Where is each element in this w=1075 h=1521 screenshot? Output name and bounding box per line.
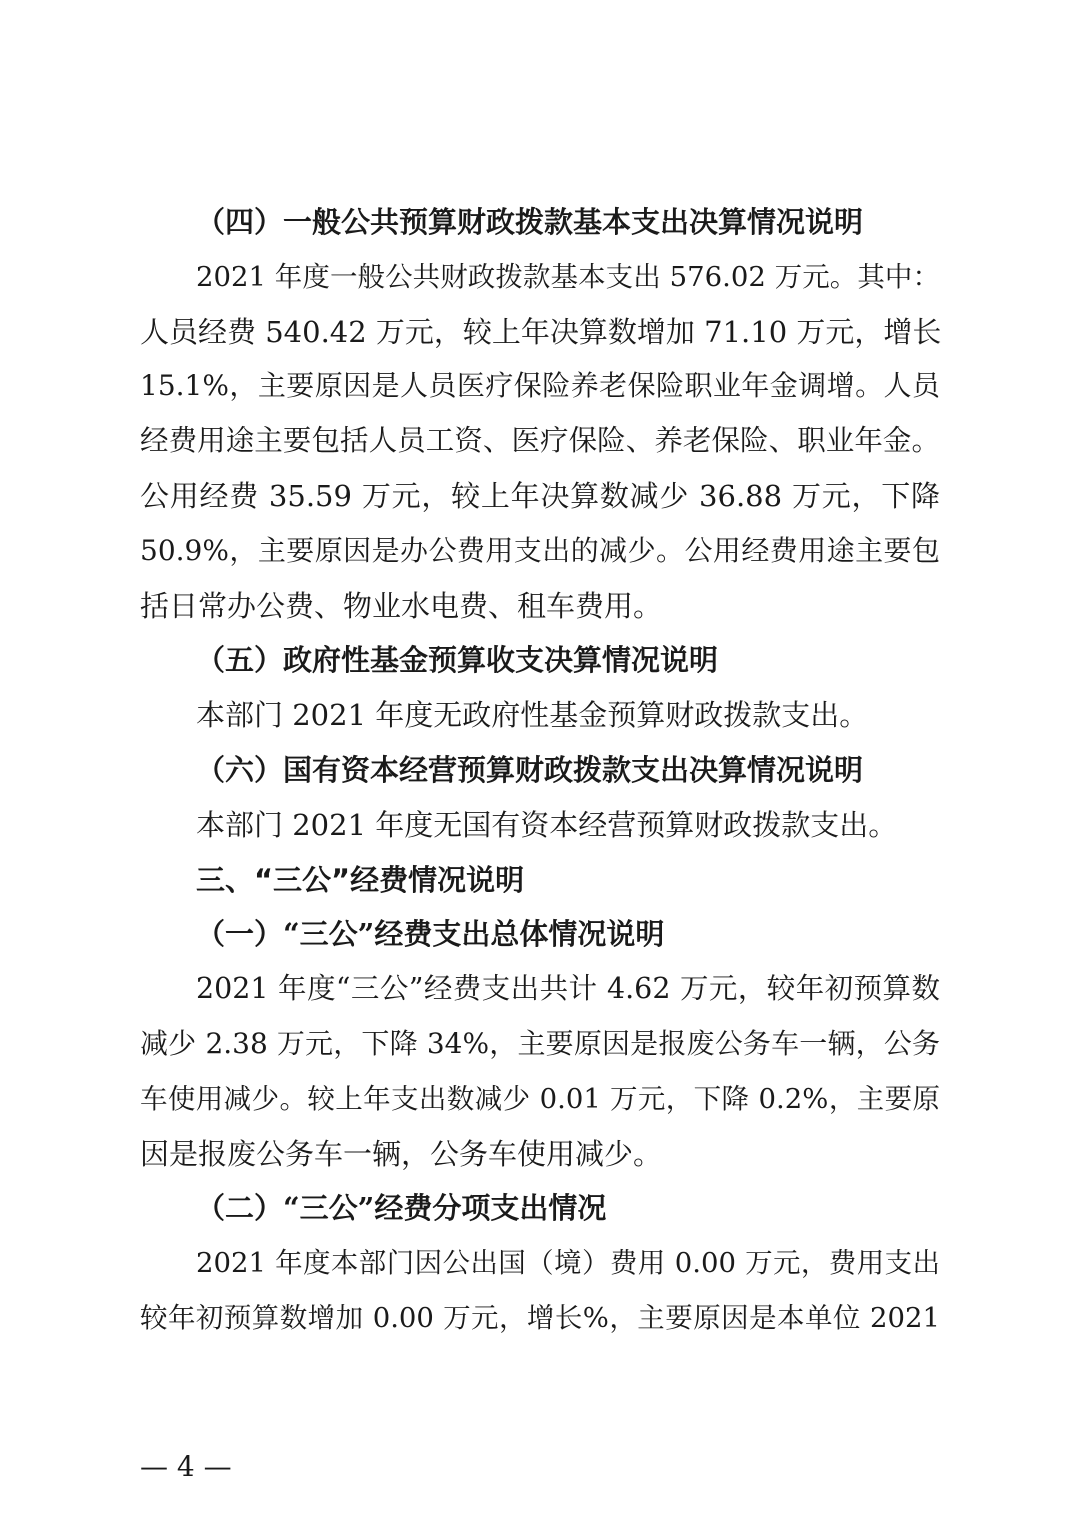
page-number: — 4 — (140, 1450, 232, 1483)
paragraph-line: 2021 年度本部门因公出国（境）费用 0.00 万元，费用支出 (196, 1247, 940, 1280)
subheading-2: （二）“三公”经费分项支出情况 (196, 1191, 607, 1226)
paragraph-line: 因是报废公务车一辆，公务车使用减少。 (140, 1136, 663, 1171)
subheading-4: （四）一般公共预算财政拨款基本支出决算情况说明 (196, 205, 864, 239)
paragraph-line: 括日常办公费、物业水电费、租车费用。 (140, 588, 663, 623)
paragraph-line: 50.9%，主要原因是办公费用支出的减少。公用经费用途主要包 (140, 533, 940, 567)
paragraph-line: 较年初预算数增加 0.00 万元，增长%，主要原因是本单位 2021 (140, 1301, 940, 1334)
subheading-6: （六）国有资本经营预算财政拨款支出决算情况说明 (196, 752, 864, 787)
paragraph-line: 人员经费 540.42 万元，较上年决算数增加 71.10 万元，增长 (140, 314, 942, 349)
paragraph-line: 车使用减少。较上年支出数减少 0.01 万元，下降 0.2%，主要原 (140, 1082, 940, 1115)
paragraph-line: 本部门 2021 年度无国有资本经营预算财政拨款支出。 (196, 807, 898, 842)
paragraph-line: 经费用途主要包括人员工资、医疗保险、养老保险、职业年金。 (140, 424, 940, 458)
subheading-5: （五）政府性基金预算收支决算情况说明 (196, 643, 719, 678)
section-heading-3: 三、“三公”经费情况说明 (196, 862, 525, 897)
subheading-1: （一）“三公”经费支出总体情况说明 (196, 917, 665, 952)
paragraph-line: 15.1%，主要原因是人员医疗保险养老保险职业年金调增。人员 (140, 369, 940, 403)
paragraph-line: 公用经费 35.59 万元，较上年决算数减少 36.88 万元，下降 (140, 478, 940, 513)
paragraph-line: 2021 年度一般公共财政拨款基本支出 576.02 万元。其中： (196, 260, 940, 293)
paragraph-line: 减少 2.38 万元，下降 34%，主要原因是报废公务车一辆，公务 (140, 1026, 940, 1060)
paragraph-line: 2021 年度“三公”经费支出共计 4.62 万元，较年初预算数 (196, 972, 940, 1006)
paragraph-line: 本部门 2021 年度无政府性基金预算财政拨款支出。 (196, 698, 869, 733)
document-body (140, 195, 940, 1346)
